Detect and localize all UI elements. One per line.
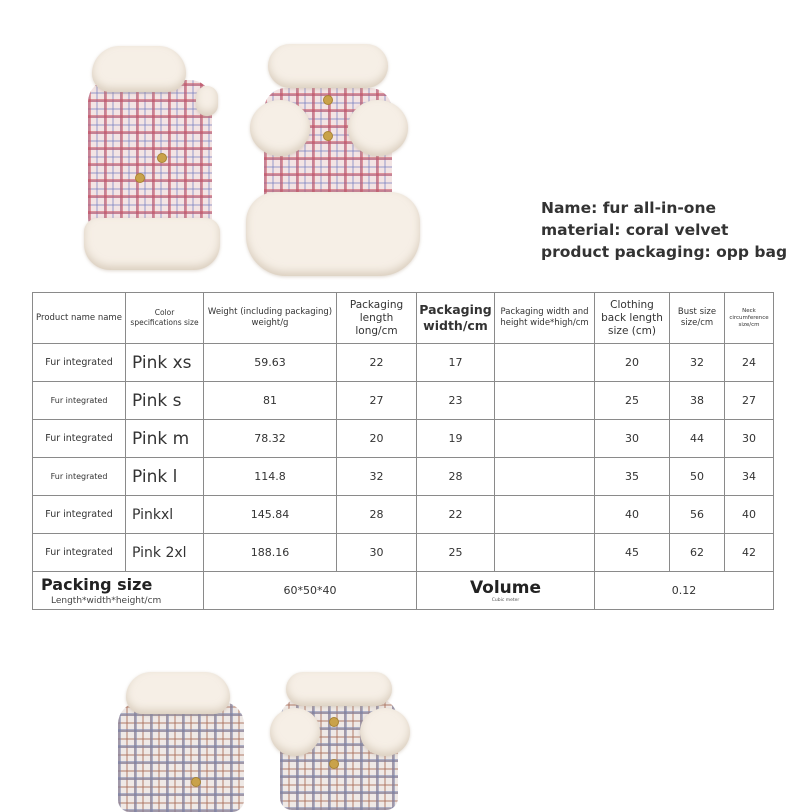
cell-color: Pinkxl: [126, 496, 204, 534]
table-row: [33, 344, 774, 382]
cell-weight: 78.32: [204, 420, 337, 458]
volume-title: Volume: [469, 578, 542, 598]
cell-back: 45: [595, 534, 670, 572]
packing-size-subtitle: Length*width*height/cm: [51, 596, 162, 606]
cell-product: Fur integrated: [33, 458, 126, 496]
cell-back: 30: [595, 420, 670, 458]
cell-wh: [495, 344, 595, 382]
cell-product: Fur integrated: [33, 382, 126, 420]
cell-product: Fur integrated: [33, 420, 126, 458]
product-photo-back-pink: [244, 40, 424, 280]
table-header-row: [33, 293, 774, 344]
volume-label-cell: [417, 572, 595, 610]
header-weight: Weight (including packaging) weight/g: [204, 293, 337, 344]
cell-width: 28: [417, 458, 495, 496]
packing-size-label-cell: [33, 572, 204, 610]
cell-bust: 38: [670, 382, 725, 420]
volume-value: 0.12: [595, 572, 774, 610]
cell-neck: 42: [725, 534, 774, 572]
product-material-text: material: coral velvet: [541, 221, 729, 239]
cell-color: Pink s: [126, 382, 204, 420]
volume-subtitle: Cubic meter: [491, 598, 520, 603]
cell-color: Pink 2xl: [126, 534, 204, 572]
product-photo-front-pink: [80, 40, 230, 280]
header-neck: Neck circumference size/cm: [725, 293, 774, 344]
cell-back: 25: [595, 382, 670, 420]
cell-weight: 59.63: [204, 344, 337, 382]
header-packaging-wh: Packaging width and height wide*high/cm: [495, 293, 595, 344]
cell-color: Pink m: [126, 420, 204, 458]
cell-length: 27: [337, 382, 417, 420]
cell-weight: 114.8: [204, 458, 337, 496]
cell-neck: 30: [725, 420, 774, 458]
cell-product: Fur integrated: [33, 496, 126, 534]
cell-bust: 32: [670, 344, 725, 382]
packing-size-value: 60*50*40: [204, 572, 417, 610]
cell-color: Pink xs: [126, 344, 204, 382]
table-row: [33, 458, 774, 496]
cell-width: 19: [417, 420, 495, 458]
product-photo-back-blue: [264, 668, 414, 800]
cell-length: 20: [337, 420, 417, 458]
table-row: [33, 496, 774, 534]
cell-length: 30: [337, 534, 417, 572]
header-color-spec: Color specifications size: [126, 293, 204, 344]
cell-color: Pink l: [126, 458, 204, 496]
header-product-name: Product name name: [33, 293, 126, 344]
cell-weight: 81: [204, 382, 337, 420]
cell-width: 25: [417, 534, 495, 572]
cell-back: 20: [595, 344, 670, 382]
cell-product: Fur integrated: [33, 344, 126, 382]
product-photo-front-blue: [108, 668, 258, 800]
header-packaging-width: Packaging width/cm: [417, 293, 495, 344]
header-bust: Bust size size/cm: [670, 293, 725, 344]
cell-bust: 44: [670, 420, 725, 458]
packing-size-row: [33, 572, 774, 610]
cell-length: 22: [337, 344, 417, 382]
table-row: [33, 382, 774, 420]
cell-wh: [495, 458, 595, 496]
cell-neck: 40: [725, 496, 774, 534]
size-spec-table: [32, 292, 774, 610]
cell-back: 35: [595, 458, 670, 496]
packing-size-title: Packing size: [41, 575, 153, 594]
cell-length: 32: [337, 458, 417, 496]
header-back-length: Clothing back length size (cm): [595, 293, 670, 344]
cell-width: 17: [417, 344, 495, 382]
table-row: [33, 534, 774, 572]
product-info: [541, 197, 787, 263]
cell-back: 40: [595, 496, 670, 534]
cell-width: 23: [417, 382, 495, 420]
cell-wh: [495, 420, 595, 458]
cell-neck: 27: [725, 382, 774, 420]
product-packaging-text: product packaging: opp bag: [541, 243, 788, 261]
cell-length: 28: [337, 496, 417, 534]
cell-neck: 34: [725, 458, 774, 496]
cell-wh: [495, 382, 595, 420]
cell-width: 22: [417, 496, 495, 534]
cell-neck: 24: [725, 344, 774, 382]
header-packaging-length: Packaging length long/cm: [337, 293, 417, 344]
cell-weight: 188.16: [204, 534, 337, 572]
cell-wh: [495, 534, 595, 572]
product-name-text: Name: fur all-in-one: [541, 199, 717, 217]
cell-bust: 50: [670, 458, 725, 496]
cell-weight: 145.84: [204, 496, 337, 534]
table-row: [33, 420, 774, 458]
cell-bust: 62: [670, 534, 725, 572]
cell-bust: 56: [670, 496, 725, 534]
cell-wh: [495, 496, 595, 534]
cell-product: Fur integrated: [33, 534, 126, 572]
